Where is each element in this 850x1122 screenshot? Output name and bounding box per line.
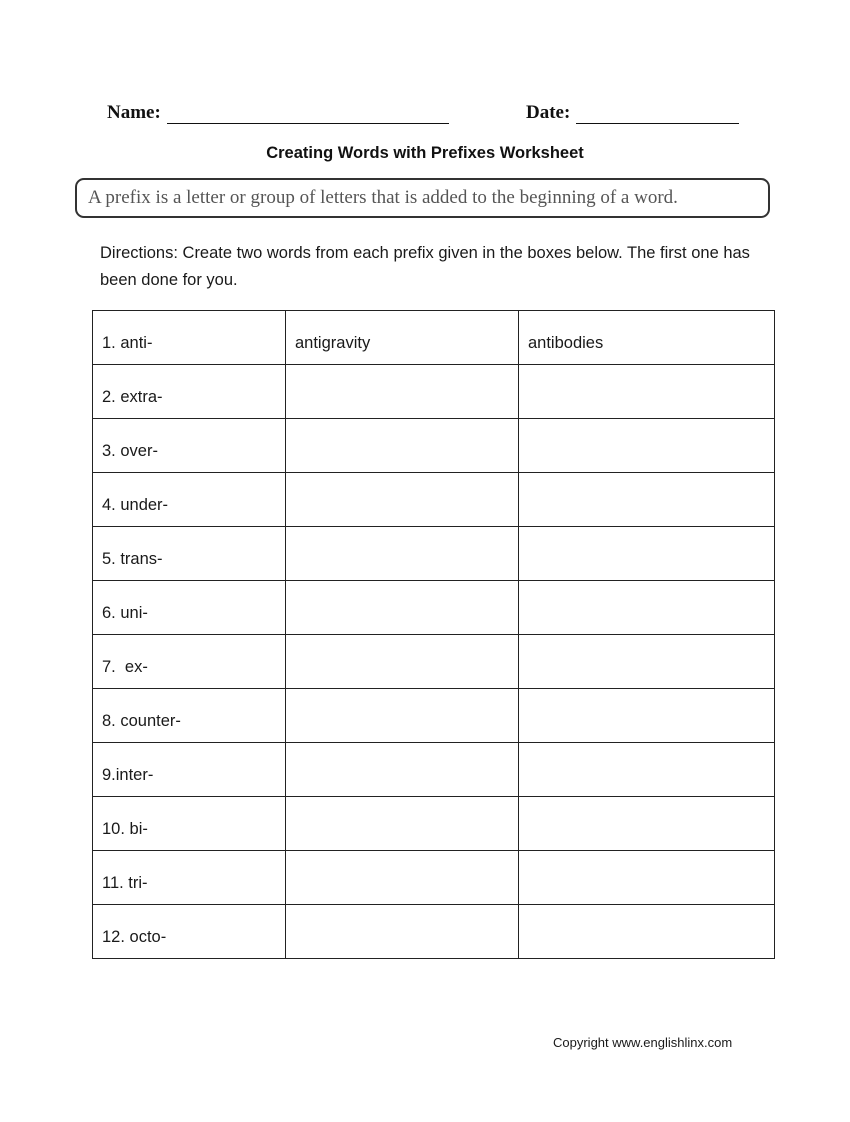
prefix-cell: 11. tri- — [93, 851, 286, 905]
word1-cell[interactable] — [286, 905, 519, 959]
prefix-cell: 3. over- — [93, 419, 286, 473]
word1-cell[interactable] — [286, 473, 519, 527]
word1-cell[interactable] — [286, 635, 519, 689]
word1-cell[interactable] — [286, 527, 519, 581]
table-row — [93, 851, 775, 905]
date-label: Date: — [526, 102, 571, 123]
table-row — [93, 473, 775, 527]
word2-cell[interactable] — [519, 527, 775, 581]
word1-cell[interactable] — [286, 365, 519, 419]
prefix-cell: 10. bi- — [93, 797, 286, 851]
word2-cell[interactable] — [519, 419, 775, 473]
definition-box — [75, 178, 770, 218]
word2-cell[interactable] — [519, 365, 775, 419]
word2-cell[interactable] — [519, 635, 775, 689]
prefix-cell: 9.inter- — [93, 743, 286, 797]
table-row — [93, 527, 775, 581]
word1-cell[interactable] — [286, 689, 519, 743]
table-row — [93, 365, 775, 419]
name-field — [107, 101, 449, 124]
directions-text: Directions: Create two words from each prefix given in the boxes below. The first one has been done for you. — [100, 244, 750, 289]
date-field — [526, 101, 739, 124]
name-label: Name: — [107, 102, 161, 123]
prefix-cell: 8. counter- — [93, 689, 286, 743]
word2-cell[interactable] — [519, 581, 775, 635]
table-row — [93, 743, 775, 797]
table-row — [93, 797, 775, 851]
word1-cell[interactable]: antigravity — [286, 311, 519, 365]
name-blank-line[interactable] — [167, 101, 449, 124]
word2-cell[interactable] — [519, 689, 775, 743]
word1-cell[interactable] — [286, 743, 519, 797]
table-row — [93, 635, 775, 689]
copyright-text: Copyright www.englishlinx.com — [553, 1035, 733, 1050]
word2-cell[interactable] — [519, 797, 775, 851]
prefix-cell: 1. anti- — [93, 311, 286, 365]
prefix-cell: 7. ex- — [93, 635, 286, 689]
prefix-cell: 6. uni- — [93, 581, 286, 635]
word1-cell[interactable] — [286, 581, 519, 635]
table-row — [93, 581, 775, 635]
word1-cell[interactable] — [286, 851, 519, 905]
table-row — [93, 419, 775, 473]
prefix-table — [92, 310, 775, 959]
date-blank-line[interactable] — [576, 101, 739, 124]
word2-cell[interactable] — [519, 743, 775, 797]
word2-cell[interactable]: antibodies — [519, 311, 775, 365]
word2-cell[interactable] — [519, 905, 775, 959]
prefix-cell: 12. octo- — [93, 905, 286, 959]
table-row — [93, 689, 775, 743]
worksheet-title: Creating Words with Prefixes Worksheet — [266, 144, 584, 162]
table-row — [93, 905, 775, 959]
word1-cell[interactable] — [286, 797, 519, 851]
table-row — [93, 311, 775, 365]
word1-cell[interactable] — [286, 419, 519, 473]
header-row — [0, 101, 850, 131]
definition-text: A prefix is a letter or group of letters that is added to the beginning of a word. — [88, 187, 678, 208]
prefix-cell: 2. extra- — [93, 365, 286, 419]
prefix-cell: 5. trans- — [93, 527, 286, 581]
prefix-cell: 4. under- — [93, 473, 286, 527]
word2-cell[interactable] — [519, 851, 775, 905]
word2-cell[interactable] — [519, 473, 775, 527]
